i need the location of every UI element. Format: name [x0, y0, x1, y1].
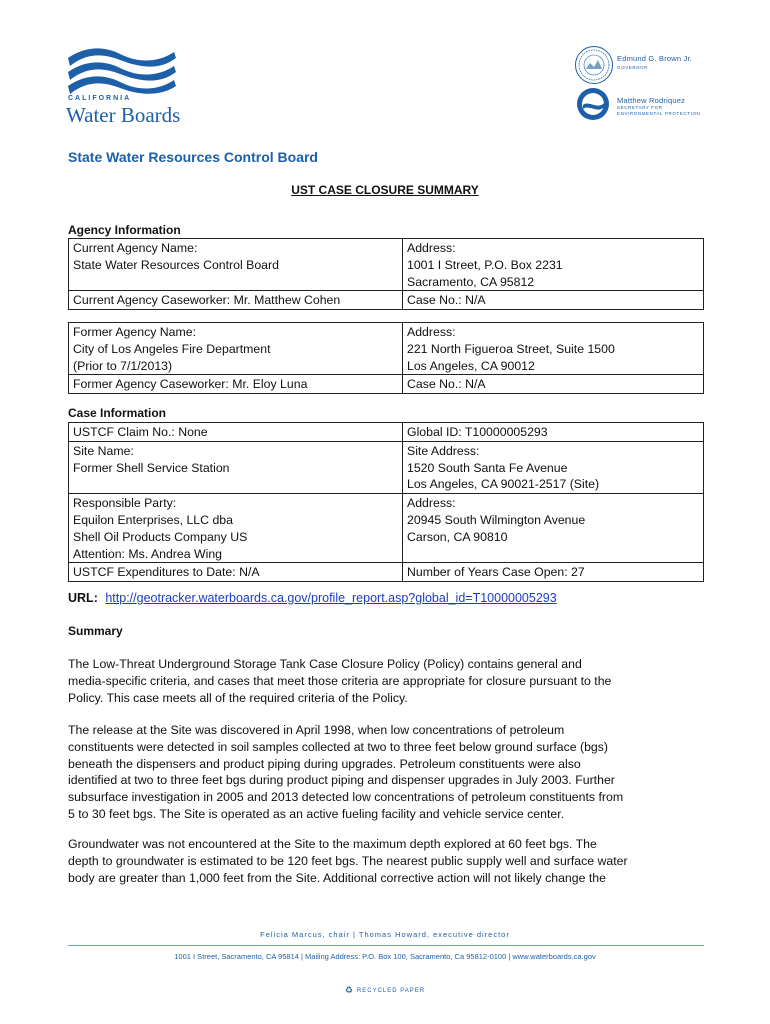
former-agency-address-cell	[403, 323, 704, 375]
secretary-title-line1: SECRETARY FOR	[617, 105, 663, 110]
p2-line2: constituents were detected in soil samples collected at two to three feet below ground surface (bgs)	[68, 739, 608, 754]
party-label: Responsible Party:	[73, 496, 177, 511]
summary-paragraph-2	[68, 722, 708, 823]
logo-name: Water Boards	[66, 103, 181, 127]
current-agency-name-cell	[69, 239, 403, 291]
former-address-label: Address:	[407, 325, 456, 339]
governor-title: GOVERNOR	[617, 65, 649, 70]
site-address-line2: Los Angeles, CA 90021-2517 (Site)	[407, 477, 600, 492]
current-caseworker-row	[69, 291, 704, 310]
p2-line3: beneath the dispensers and product piping during upgrades. Petroleum constituents were also	[68, 756, 581, 771]
recycled-text: RECYCLED PAPER	[356, 988, 426, 995]
logo-state-word: CALIFORNIA	[68, 95, 132, 102]
party-attention: Attention: Ms. Andrea Wing	[73, 546, 223, 561]
expenditures: USTCF Expenditures to Date: N/A	[69, 563, 403, 582]
site-name-value: Former Shell Service Station	[73, 460, 230, 475]
case-section-title: Case Information	[68, 406, 167, 420]
footer-officers: Felicia Marcus, chair | Thomas Howard, executive director	[260, 930, 510, 939]
current-agency-table	[68, 238, 704, 310]
footer-divider	[68, 945, 704, 946]
former-case-no: Case No.: N/A	[403, 375, 704, 394]
former-caseworker-row	[69, 375, 704, 394]
party-address-line1: 20945 South Wilmington Avenue	[407, 512, 586, 527]
p2-line1: The release at the Site was discovered in April 1998, when low concentrations of petroleum	[68, 723, 565, 737]
url-label: URL:	[68, 591, 98, 605]
former-agency-table	[68, 322, 704, 394]
party-address-label: Address:	[407, 496, 456, 511]
geotracker-link[interactable]: http://geotracker.waterboards.ca.gov/profile_report.asp?global_id=T10000005293	[105, 591, 557, 605]
site-address-label: Site Address:	[407, 443, 480, 458]
global-id: Global ID: T10000005293	[403, 423, 704, 442]
former-address-line1: 221 North Figueroa Street, Suite 1500	[407, 341, 615, 356]
former-caseworker: Former Agency Caseworker: Mr. Eloy Luna	[69, 375, 403, 394]
state-seal-icon	[575, 46, 613, 84]
case-info-table	[68, 422, 704, 582]
site-address-cell	[403, 441, 704, 493]
current-agency-label: Current Agency Name:	[73, 241, 198, 255]
site-name-cell	[69, 441, 403, 493]
former-agency-value: City of Los Angeles Fire Department	[73, 341, 271, 356]
claim-row	[69, 423, 704, 442]
footer-address: 1001 I Street, Sacramento, CA 95814 | Mailing Address: P.O. Box 100, Sacramento, Ca 95812-0100 | www.waterboards.ca.gov	[174, 952, 596, 961]
governor-name: Edmund G. Brown Jr.	[617, 54, 693, 63]
expenditures-row	[69, 563, 704, 582]
current-caseworker: Current Agency Caseworker: Mr. Matthew Cohen	[69, 291, 403, 310]
current-address-line1: 1001 I Street, P.O. Box 2231	[407, 257, 563, 272]
responsible-party-cell	[69, 494, 403, 563]
p3-line2: depth to groundwater is estimated to be 120 feet bgs. The nearest public supply well and surface water	[68, 853, 628, 868]
former-agency-label: Former Agency Name:	[73, 325, 197, 339]
current-agency-address-cell	[403, 239, 704, 291]
former-agency-row	[69, 323, 704, 375]
summary-title: Summary	[68, 624, 123, 638]
claim-no: USTCF Claim No.: None	[69, 423, 403, 442]
board-title: State Water Resources Control Board	[68, 149, 318, 165]
p2-line6: 5 to 30 feet bgs. The Site is operated as an active fueling facility and vehicle service center.	[68, 806, 565, 821]
years-open: Number of Years Case Open: 27	[403, 563, 704, 582]
current-address-line2: Sacramento, CA 95812	[407, 274, 535, 289]
agency-section-title: Agency Information	[68, 223, 181, 237]
party-address-line2: Carson, CA 90810	[407, 529, 508, 544]
site-address-line1: 1520 South Santa Fe Avenue	[407, 460, 568, 475]
party-line1: Equilon Enterprises, LLC dba	[73, 512, 233, 527]
recycled-paper-note	[0, 985, 770, 996]
party-row	[69, 494, 704, 563]
summary-paragraph-1	[68, 656, 708, 706]
document-title: UST CASE CLOSURE SUMMARY	[291, 183, 479, 197]
p2-line4: identified at two to three feet bgs during product piping and dispenser upgrades in July 2003. Further	[68, 773, 615, 788]
party-line2: Shell Oil Products Company US	[73, 529, 248, 544]
p1-line1: The Low-Threat Underground Storage Tank Case Closure Policy (Policy) contains general and	[68, 657, 582, 671]
url-row	[68, 591, 557, 605]
calepa-logo-icon	[577, 88, 609, 120]
summary-paragraph-3	[68, 836, 708, 886]
current-agency-value: State Water Resources Control Board	[73, 257, 279, 272]
former-agency-name-cell	[69, 323, 403, 375]
secretary-name: Matthew Rodriquez	[617, 96, 686, 105]
site-name-label: Site Name:	[73, 443, 134, 458]
site-row	[69, 441, 704, 493]
p1-line3: Policy. This case meets all of the required criteria of the Policy.	[68, 690, 408, 705]
p3-line1: Groundwater was not encountered at the Site to the maximum depth explored at 60 feet bgs. The	[68, 837, 597, 851]
former-address-line2: Los Angeles, CA 90012	[407, 358, 535, 373]
recycle-icon: ♻	[344, 985, 354, 995]
current-case-no: Case No.: N/A	[403, 291, 704, 310]
former-agency-period: (Prior to 7/1/2013)	[73, 358, 173, 373]
party-address-cell	[403, 494, 704, 563]
water-boards-logo	[66, 44, 196, 126]
p3-line3: body are greater than 1,000 feet from the Site. Additional corrective action will not likely change the	[68, 870, 606, 885]
current-agency-row	[69, 239, 704, 291]
p1-line2: media-specific criteria, and cases that meet those criteria are appropriate for closure pursuant to the	[68, 673, 612, 688]
p2-line5: subsurface investigation in 2005 and 2013 detected low concentrations of petroleum constituents from	[68, 790, 624, 805]
secretary-title-line2: ENVIRONMENTAL PROTECTION	[617, 111, 701, 116]
water-waves-logo-icon	[66, 44, 196, 96]
current-address-label: Address:	[407, 241, 456, 255]
